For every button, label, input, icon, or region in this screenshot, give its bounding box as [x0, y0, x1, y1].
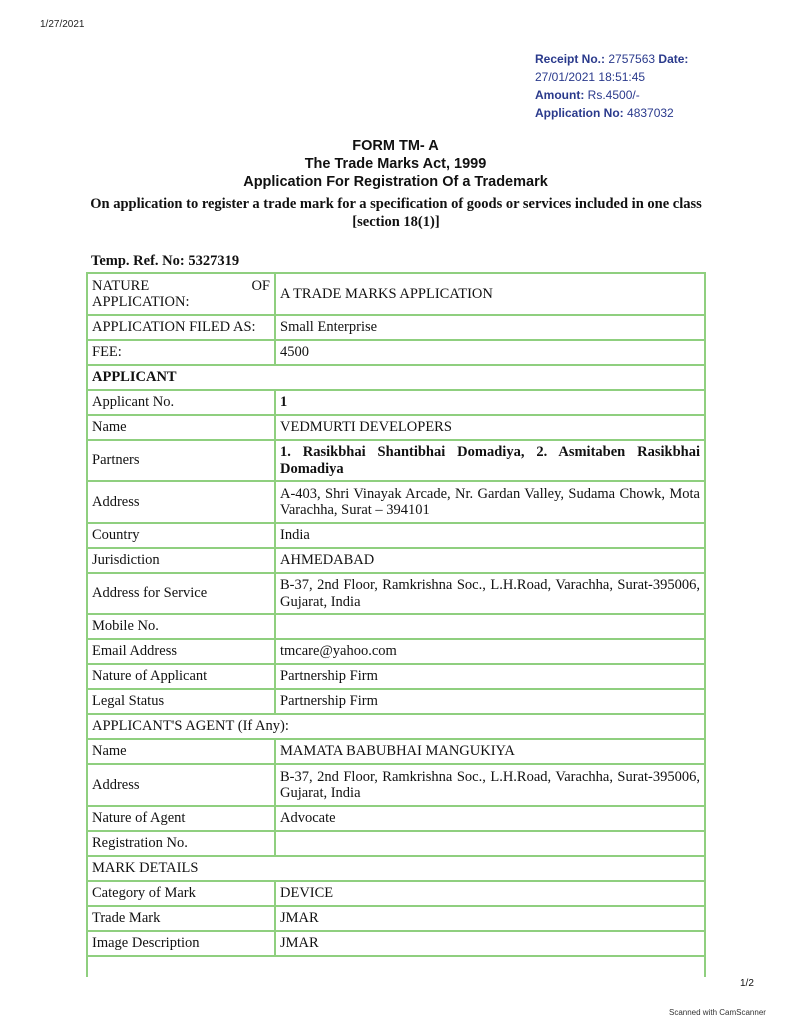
- row-filed-as: [87, 315, 705, 340]
- row-image-description: [87, 931, 705, 956]
- applicant-no-value: 1: [275, 390, 705, 415]
- nature-label-b: OF: [251, 277, 270, 294]
- row-nature-of-agent: [87, 806, 705, 831]
- fee-label: FEE:: [87, 340, 275, 365]
- legal-status-label: Legal Status: [87, 689, 275, 714]
- image-desc-value: JMAR: [275, 931, 705, 956]
- partners-value: 1. Rasikbhai Shantibhai Domadiya, 2. Asmitaben Rasikbhai Domadiya: [275, 440, 705, 481]
- category-value: DEVICE: [275, 881, 705, 906]
- row-address-for-service: [87, 573, 705, 614]
- row-country: [87, 523, 705, 548]
- form-title: Application For Registration Of a Trademark: [243, 174, 548, 190]
- row-fee: [87, 340, 705, 365]
- temp-ref-no: Temp. Ref. No: 5327319: [91, 253, 240, 269]
- amount: Rs.4500/-: [587, 88, 640, 102]
- country-value: India: [275, 523, 705, 548]
- filed-as-value: Small Enterprise: [275, 315, 705, 340]
- application-no: 4837032: [627, 106, 674, 120]
- application-no-label: Application No:: [535, 106, 624, 120]
- application-table: [86, 272, 706, 957]
- address-label: Address: [87, 481, 275, 523]
- agent-address-value: B-37, 2nd Floor, Ramkrishna Soc., L.H.Road, Varachha, Surat-395006, Gujarat, India: [275, 764, 705, 806]
- agent-name-value: MAMATA BABUBHAI MANGUKIYA: [275, 739, 705, 764]
- row-trade-mark: [87, 906, 705, 931]
- row-name: [87, 415, 705, 440]
- trade-mark-label: Trade Mark: [87, 906, 275, 931]
- row-legal-status: [87, 689, 705, 714]
- partners-label: Partners: [87, 440, 275, 481]
- registration-label: Registration No.: [87, 831, 275, 856]
- filed-as-label: APPLICATION FILED AS:: [87, 315, 275, 340]
- receipt-date: 27/01/2021 18:51:45: [535, 70, 646, 84]
- row-agent-address: [87, 764, 705, 806]
- date-label: Date:: [658, 52, 689, 66]
- email-value: tmcare@yahoo.com: [275, 639, 705, 664]
- row-nature-of-applicant: [87, 664, 705, 689]
- service-address-value: B-37, 2nd Floor, Ramkrishna Soc., L.H.Road, Varachha, Surat-395006, Gujarat, India: [275, 573, 705, 614]
- form-name: FORM TM- A: [352, 138, 439, 154]
- service-address-label: Address for Service: [87, 573, 275, 614]
- country-label: Country: [87, 523, 275, 548]
- nature-value: A TRADE MARKS APPLICATION: [275, 273, 705, 315]
- agent-name-label: Name: [87, 739, 275, 764]
- name-value: VEDMURTI DEVELOPERS: [275, 415, 705, 440]
- nature-applicant-label: Nature of Applicant: [87, 664, 275, 689]
- nature-label-c: APPLICATION:: [92, 294, 190, 310]
- section-applicant: [87, 365, 705, 390]
- row-nature-of-application: [87, 273, 705, 315]
- mobile-value: [275, 614, 705, 639]
- nature-label-a: NATURE: [92, 277, 150, 294]
- receipt-box: [535, 50, 688, 122]
- email-label: Email Address: [87, 639, 275, 664]
- nature-agent-label: Nature of Agent: [87, 806, 275, 831]
- trade-mark-value: JMAR: [275, 906, 705, 931]
- nature-applicant-value: Partnership Firm: [275, 664, 705, 689]
- receipt-no: 2757563: [608, 52, 656, 66]
- name-label: Name: [87, 415, 275, 440]
- row-registration-no: [87, 831, 705, 856]
- receipt-no-label: Receipt No.:: [535, 52, 606, 66]
- form-subtitle: On application to register a trade mark for a specification of goods or services included in one class [section 18(1)]: [90, 196, 702, 230]
- row-applicant-no: [87, 390, 705, 415]
- fee-value: 4500: [275, 340, 705, 365]
- agent-address-label: Address: [87, 764, 275, 806]
- row-address: [87, 481, 705, 523]
- mark-section-heading: MARK DETAILS: [87, 856, 705, 881]
- row-mobile: [87, 614, 705, 639]
- mobile-label: Mobile No.: [87, 614, 275, 639]
- print-date: 1/27/2021: [40, 19, 85, 30]
- section-agent: [87, 714, 705, 739]
- label-cell: [87, 273, 275, 315]
- form-header: [0, 137, 791, 191]
- page-number: 1/2: [740, 978, 754, 989]
- image-desc-label: Image Description: [87, 931, 275, 956]
- amount-label: Amount:: [535, 88, 585, 102]
- row-email: [87, 639, 705, 664]
- row-partners: [87, 440, 705, 481]
- registration-value: [275, 831, 705, 856]
- legal-status-value: Partnership Firm: [275, 689, 705, 714]
- applicant-no-label: Applicant No.: [87, 390, 275, 415]
- row-agent-name: [87, 739, 705, 764]
- jurisdiction-label: Jurisdiction: [87, 548, 275, 573]
- table-continuation: [86, 957, 706, 977]
- agent-section-heading: APPLICANT'S AGENT (If Any):: [87, 714, 705, 739]
- scanner-watermark: Scanned with CamScanner: [669, 1008, 766, 1017]
- address-value: A-403, Shri Vinayak Arcade, Nr. Gardan Valley, Sudama Chowk, Mota Varachha, Surat – 394101: [275, 481, 705, 523]
- section-mark-details: [87, 856, 705, 881]
- nature-agent-value: Advocate: [275, 806, 705, 831]
- category-label: Category of Mark: [87, 881, 275, 906]
- row-jurisdiction: [87, 548, 705, 573]
- act-name: The Trade Marks Act, 1999: [304, 156, 487, 172]
- jurisdiction-value: AHMEDABAD: [275, 548, 705, 573]
- row-category: [87, 881, 705, 906]
- applicant-section-heading: APPLICANT: [87, 365, 705, 390]
